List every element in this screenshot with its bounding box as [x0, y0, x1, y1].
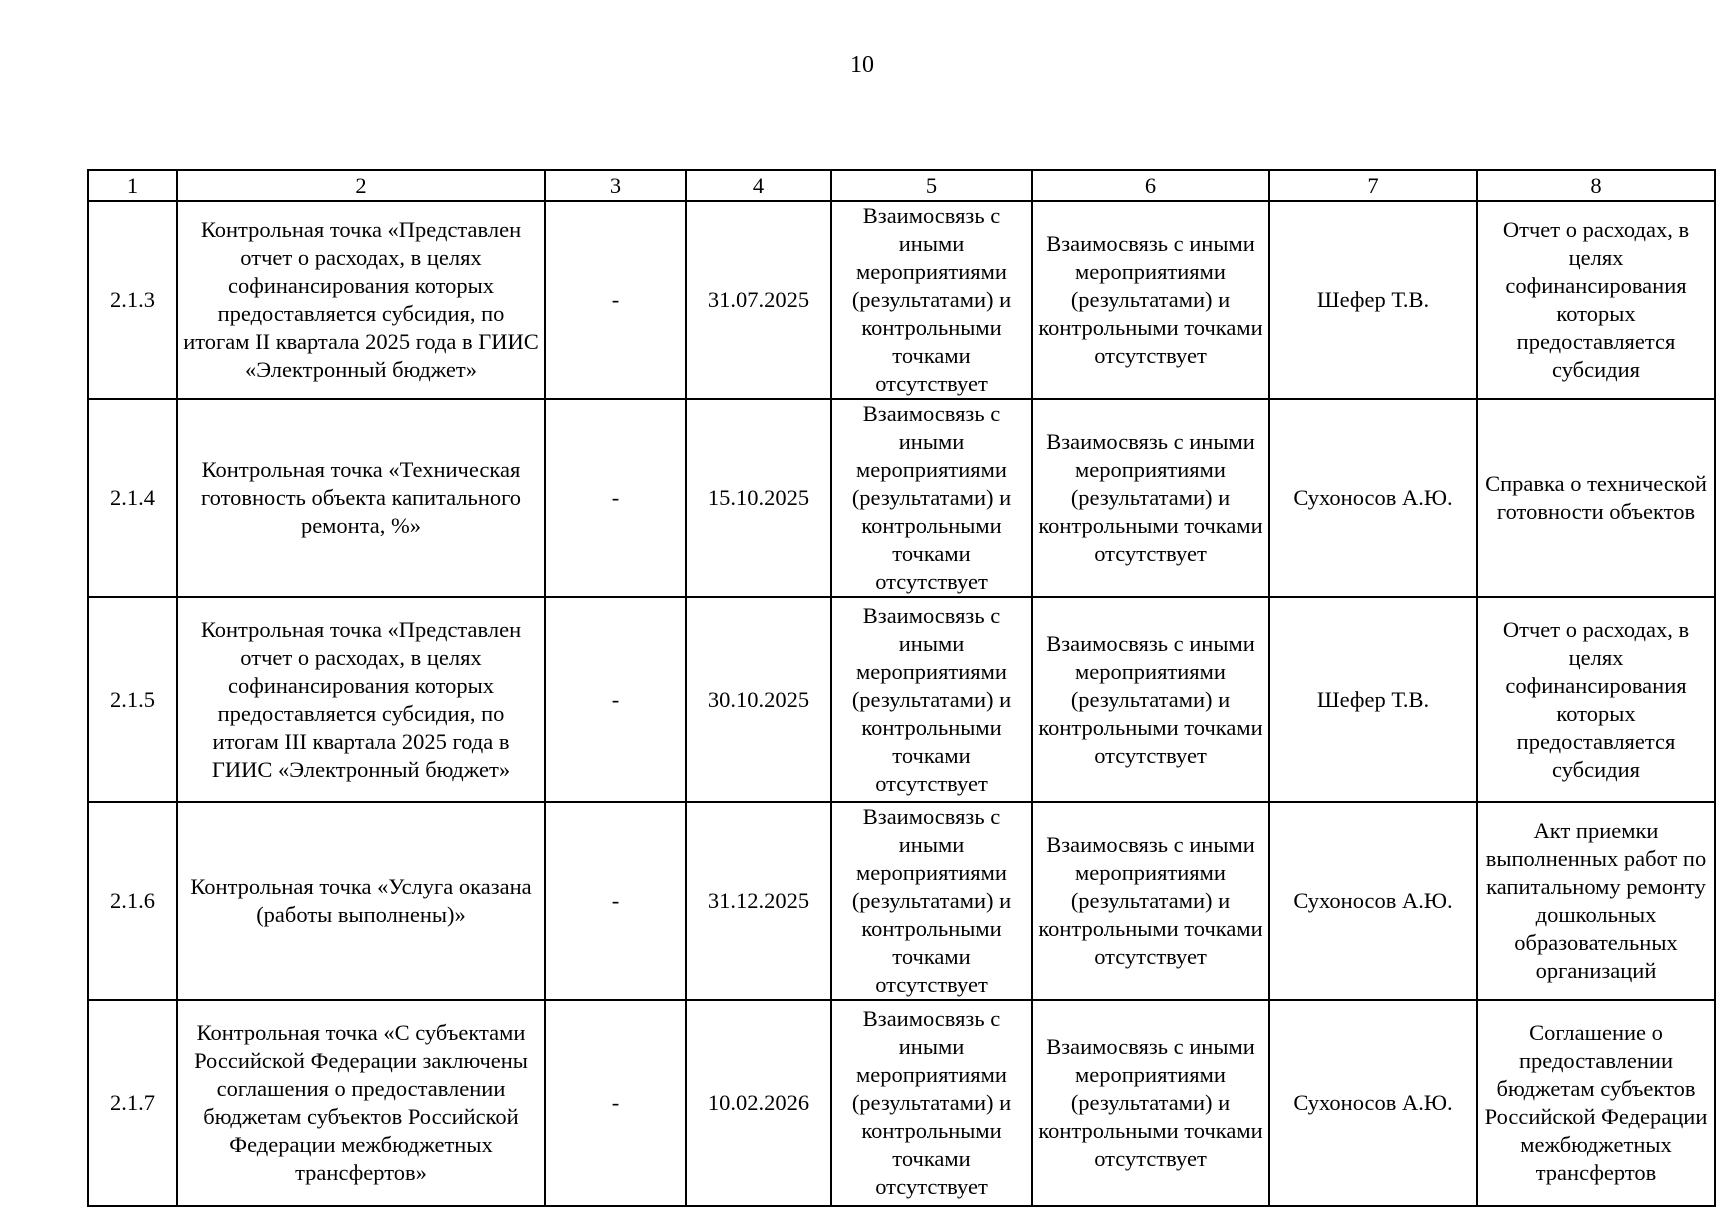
header-row — [88, 170, 1715, 201]
row-number: 2.1.3 — [88, 201, 177, 399]
row-number: 2.1.6 — [88, 802, 177, 1000]
control-point-name: Контрольная точка «Представлен отчет о расходах, в целях софинансирования которых предоставляется субсидия, по итогам III квартала 2025 года в ГИИС «Электронный бюджет» — [177, 597, 545, 802]
col-3-value: - — [545, 597, 686, 802]
responsible-person: Сухоносов А.Ю. — [1269, 1000, 1477, 1206]
table-row — [88, 201, 1715, 399]
row-number: 2.1.5 — [88, 597, 177, 802]
responsible-person: Сухоносов А.Ю. — [1269, 802, 1477, 1000]
control-point-name: Контрольная точка «Представлен отчет о расходах, в целях софинансирования которых предоставляется субсидия, по итогам II квартала 2025 года в ГИИС «Электронный бюджет» — [177, 201, 545, 399]
confirming-document: Справка о технической готовности объектов — [1477, 399, 1715, 597]
responsible-person: Сухоносов А.Ю. — [1269, 399, 1477, 597]
header-col-3: 3 — [545, 170, 686, 201]
col-3-value: - — [545, 399, 686, 597]
control-point-name: Контрольная точка «С субъектами Российской Федерации заключены соглашения о предоставлении бюджетам субъектов Российской Федерации межбюджетных трансфертов» — [177, 1000, 545, 1206]
relation-results: Взаимосвязь с иными мероприятиями (результатами) и контрольными точками отсутствует — [1032, 597, 1269, 802]
relation-activities: Взаимосвязь с иными мероприятиями (результатами) и контрольными точками отсутствует — [831, 1000, 1032, 1206]
control-point-name: Контрольная точка «Услуга оказана (работы выполнены)» — [177, 802, 545, 1000]
responsible-person: Шефер Т.В. — [1269, 201, 1477, 399]
due-date: 31.07.2025 — [686, 201, 831, 399]
confirming-document: Отчет о расходах, в целях софинансирования которых предоставляется субсидия — [1477, 597, 1715, 802]
header-col-2: 2 — [177, 170, 545, 201]
row-number: 2.1.4 — [88, 399, 177, 597]
header-col-5: 5 — [831, 170, 1032, 201]
header-col-8: 8 — [1477, 170, 1715, 201]
due-date: 31.12.2025 — [686, 802, 831, 1000]
col-3-value: - — [545, 201, 686, 399]
confirming-document: Соглашение о предоставлении бюджетам субъектов Российской Федерации межбюджетных трансфертов — [1477, 1000, 1715, 1206]
relation-results: Взаимосвязь с иными мероприятиями (результатами) и контрольными точками отсутствует — [1032, 201, 1269, 399]
relation-results: Взаимосвязь с иными мероприятиями (результатами) и контрольными точками отсутствует — [1032, 802, 1269, 1000]
table-row — [88, 597, 1715, 802]
table-row — [88, 399, 1715, 597]
col-3-value: - — [545, 1000, 686, 1206]
due-date: 15.10.2025 — [686, 399, 831, 597]
table-row — [88, 802, 1715, 1000]
confirming-document: Отчет о расходах, в целях софинансирования которых предоставляется субсидия — [1477, 201, 1715, 399]
confirming-document: Акт приемки выполненных работ по капитальному ремонту дошкольных образовательных организаций — [1477, 802, 1715, 1000]
relation-activities: Взаимосвязь с иными мероприятиями (результатами) и контрольными точками отсутствует — [831, 802, 1032, 1000]
relation-activities: Взаимосвязь с иными мероприятиями (результатами) и контрольными точками отсутствует — [831, 597, 1032, 802]
header-col-6: 6 — [1032, 170, 1269, 201]
responsible-person: Шефер Т.В. — [1269, 597, 1477, 802]
header-col-4: 4 — [686, 170, 831, 201]
header-col-1: 1 — [88, 170, 177, 201]
due-date: 30.10.2025 — [686, 597, 831, 802]
relation-activities: Взаимосвязь с иными мероприятиями (результатами) и контрольными точками отсутствует — [831, 399, 1032, 597]
page-number: 10 — [850, 52, 874, 78]
relation-activities: Взаимосвязь с иными мероприятиями (результатами) и контрольными точками отсутствует — [831, 201, 1032, 399]
control-points-table — [87, 169, 1716, 1207]
control-point-name: Контрольная точка «Техническая готовность объекта капитального ремонта, %» — [177, 399, 545, 597]
due-date: 10.02.2026 — [686, 1000, 831, 1206]
row-number: 2.1.7 — [88, 1000, 177, 1206]
col-3-value: - — [545, 802, 686, 1000]
relation-results: Взаимосвязь с иными мероприятиями (результатами) и контрольными точками отсутствует — [1032, 1000, 1269, 1206]
header-col-7: 7 — [1269, 170, 1477, 201]
table-row — [88, 1000, 1715, 1206]
relation-results: Взаимосвязь с иными мероприятиями (результатами) и контрольными точками отсутствует — [1032, 399, 1269, 597]
